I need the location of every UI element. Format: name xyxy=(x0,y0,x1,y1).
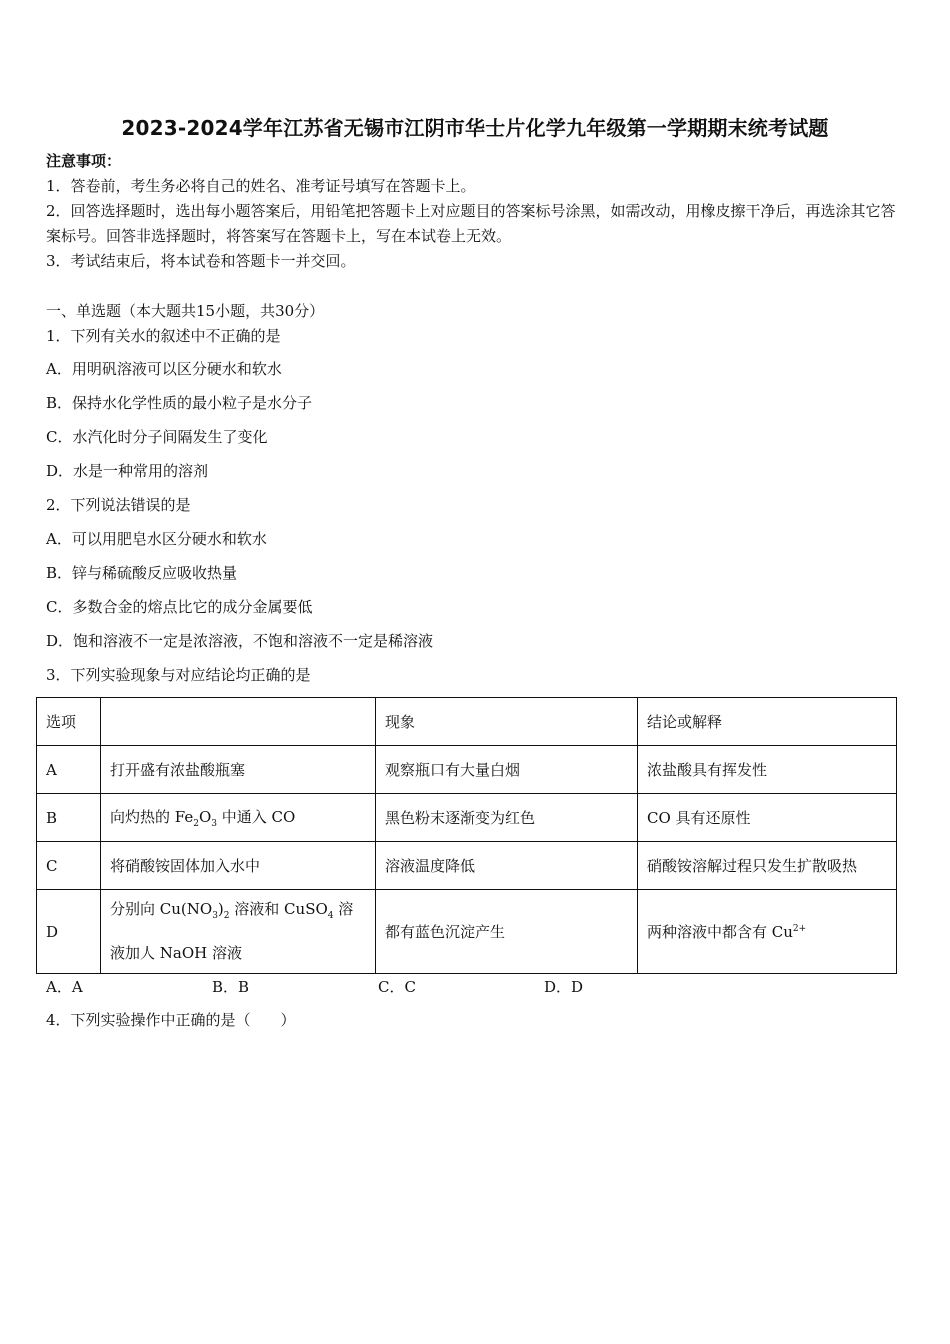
header-conclusion: 结论或解释 xyxy=(638,698,897,746)
row-conclusion: 硝酸铵溶解过程只发生扩散吸热 xyxy=(638,842,897,890)
text: 中通入 CO xyxy=(217,808,296,826)
note-2: 2．回答选择题时，选出每小题答案后，用铅笔把答题卡上对应题目的答案标号涂黑，如需改动，用橡皮擦干净后，再选涂其它答案标号。回答非选择题时，将答案写在答题卡上，写在本试卷上无效。 xyxy=(46,202,896,245)
row-conclusion: 浓盐酸具有挥发性 xyxy=(638,746,897,794)
q2-option-a: A．可以用肥皂水区分硬水和软水 xyxy=(46,530,267,548)
row-option: C xyxy=(37,842,101,890)
text: 向灼热的 Fe xyxy=(110,808,194,826)
notes-heading: 注意事项： xyxy=(46,152,122,170)
choice-c: C．C xyxy=(378,978,416,996)
note-1: 1．答卷前，考生务必将自己的姓名、准考证号填写在答题卡上。 xyxy=(46,177,476,195)
text: 分别向 Cu(NO xyxy=(110,900,213,918)
text: 两种溶液中都含有 Cu xyxy=(647,923,793,941)
text: 液加人 NaOH 溶液 xyxy=(110,944,242,962)
table-row xyxy=(37,842,897,890)
q3-stem: 3．下列实验现象与对应结论均正确的是 xyxy=(46,666,311,684)
q2-option-c: C．多数合金的熔点比它的成分金属要低 xyxy=(46,598,313,616)
header-operation xyxy=(101,698,376,746)
q1-stem: 1．下列有关水的叙述中不正确的是 xyxy=(46,327,281,345)
table-header-row xyxy=(37,698,897,746)
row-option: B xyxy=(37,794,101,842)
text: 溶 xyxy=(333,900,354,918)
q4-stem: 4．下列实验操作中正确的是（ ） xyxy=(46,1011,296,1029)
row-operation: 打开盛有浓盐酸瓶塞 xyxy=(101,746,376,794)
choice-a: A．A xyxy=(46,978,83,996)
text: O xyxy=(198,808,212,826)
header-option: 选项 xyxy=(37,698,101,746)
table-row xyxy=(37,794,897,842)
table-row xyxy=(37,890,897,974)
choice-b: B．B xyxy=(212,978,250,996)
q1-option-d: D．水是一种常用的溶剂 xyxy=(46,462,209,480)
q1-option-b: B．保持水化学性质的最小粒子是水分子 xyxy=(46,394,313,412)
subscript: 3 xyxy=(212,911,218,921)
row-operation xyxy=(101,890,376,974)
q2-stem: 2．下列说法错误的是 xyxy=(46,496,191,514)
subscript: 3 xyxy=(211,819,218,829)
superscript: 2+ xyxy=(792,924,807,934)
row-conclusion: CO 具有还原性 xyxy=(638,794,897,842)
choice-d: D．D xyxy=(544,978,584,996)
row-operation: 将硝酸铵固体加入水中 xyxy=(101,842,376,890)
page-title: 2023-2024学年江苏省无锡市江阴市华士片化学九年级第一学期期末统考试题 xyxy=(121,116,829,140)
q2-option-b: B．锌与稀硫酸反应吸收热量 xyxy=(46,564,238,582)
section-heading: 一、单选题（本大题共15小题，共30分） xyxy=(46,302,325,320)
q3-table xyxy=(36,697,897,974)
row-operation xyxy=(101,794,376,842)
q1-option-a: A．用明矾溶液可以区分硬水和软水 xyxy=(46,360,282,378)
subscript: 2 xyxy=(193,819,199,829)
row-phenomenon: 溶液温度降低 xyxy=(376,842,638,890)
subscript: 2 xyxy=(223,911,230,921)
row-conclusion xyxy=(638,890,897,974)
row-option: A xyxy=(37,746,101,794)
header-phenomenon: 现象 xyxy=(376,698,638,746)
row-phenomenon: 都有蓝色沉淀产生 xyxy=(376,890,638,974)
row-phenomenon: 黑色粉末逐渐变为红色 xyxy=(376,794,638,842)
subscript: 4 xyxy=(327,911,334,921)
row-phenomenon: 观察瓶口有大量白烟 xyxy=(376,746,638,794)
q1-option-c: C．水汽化时分子间隔发生了变化 xyxy=(46,428,268,446)
q3-choices xyxy=(46,976,710,997)
q2-option-d: D．饱和溶液不一定是浓溶液，不饱和溶液不一定是稀溶液 xyxy=(46,632,434,650)
note-3: 3．考试结束后，将本试卷和答题卡一并交回。 xyxy=(46,252,356,270)
table-row xyxy=(37,746,897,794)
text: ) xyxy=(217,900,224,918)
row-option: D xyxy=(37,890,101,974)
text: 溶液和 CuSO xyxy=(229,900,328,918)
